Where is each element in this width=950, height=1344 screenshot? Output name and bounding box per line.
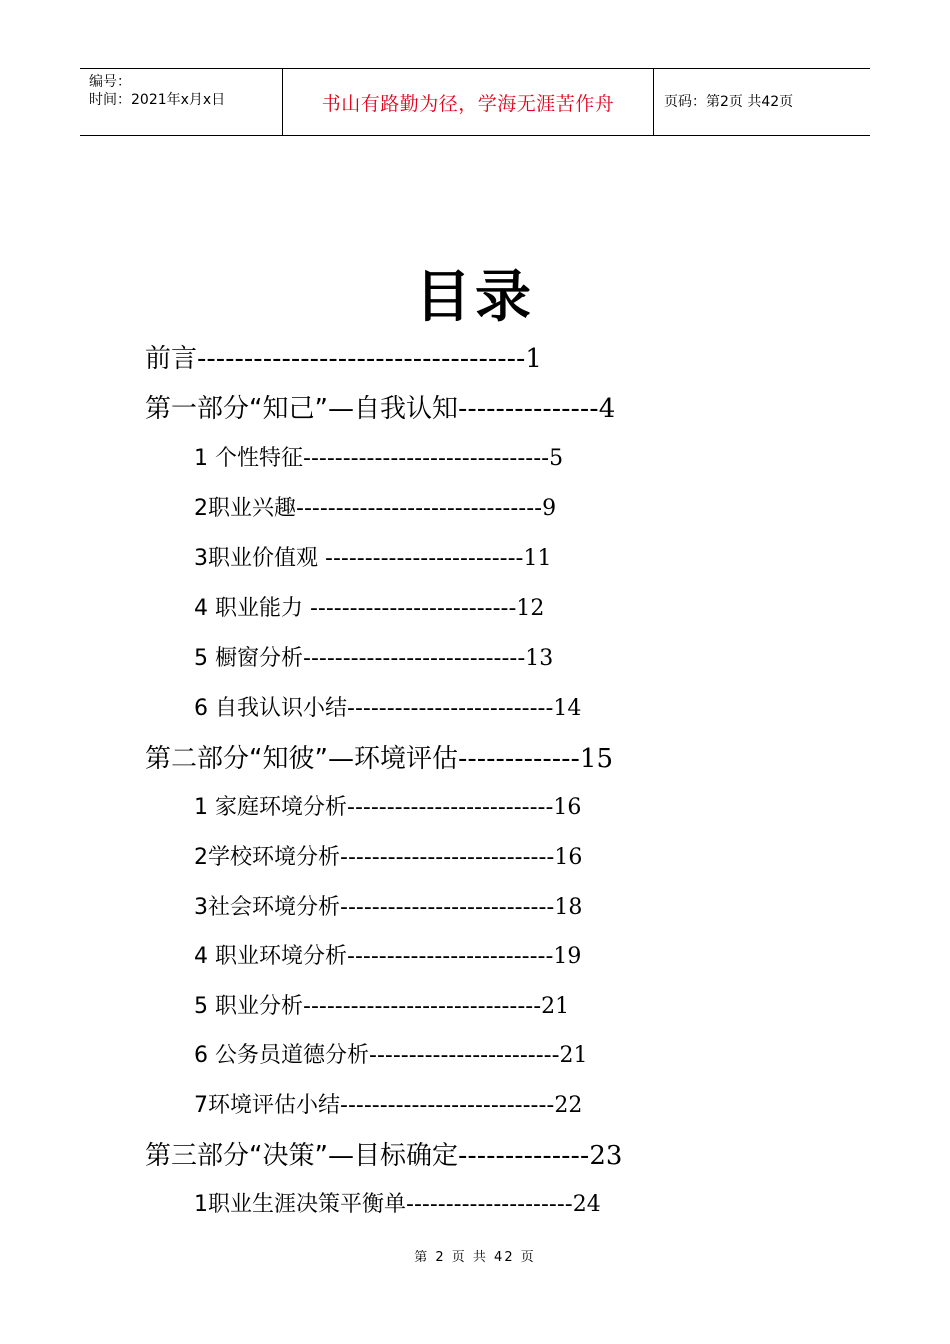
- toc-leader: -------------------------------: [303, 446, 550, 471]
- toc-page-number: 16: [554, 845, 583, 870]
- toc-page-number: 5: [549, 446, 564, 471]
- toc-leader: -----------------------------------: [197, 344, 526, 374]
- toc-entry-label: 2职业兴趣: [194, 496, 296, 521]
- toc-entry-label: 4 职业能力: [194, 596, 310, 621]
- toc-page-number: 18: [554, 895, 583, 920]
- toc-leader: ------------------------: [369, 1043, 560, 1068]
- toc-page-number: 21: [559, 1043, 588, 1068]
- toc-entry-label: 第一部分“知己”—自我认知: [145, 394, 458, 424]
- page-header: [80, 68, 870, 136]
- toc-entry-1-2[interactable]: [194, 494, 556, 524]
- toc-entry-label: 1 个性特征: [194, 446, 303, 471]
- toc-entry-label: 1 家庭环境分析: [194, 795, 347, 820]
- toc-entry-1-6[interactable]: [194, 694, 581, 724]
- toc-entry-label: 6 自我认识小结: [194, 696, 347, 721]
- toc-leader: --------------: [457, 1141, 590, 1171]
- toc-page-number: 22: [554, 1093, 583, 1118]
- toc-entry-label: 1职业生涯决策平衡单: [194, 1192, 406, 1217]
- toc-leader: ---------------------: [406, 1192, 573, 1217]
- toc-leader: -------------: [457, 744, 580, 774]
- toc-leader: -------------------------: [325, 546, 524, 571]
- toc-entry-label: 第二部分“知彼”—环境评估: [145, 744, 458, 774]
- toc-entry-label: 6 公务员道德分析: [194, 1043, 369, 1068]
- toc-entry-label: 7环境评估小结: [194, 1093, 340, 1118]
- header-center-cell: [282, 69, 654, 135]
- toc-entry-1-4[interactable]: [194, 594, 544, 624]
- toc-leader: ---------------: [457, 394, 599, 424]
- toc-page-number: 4: [598, 394, 616, 424]
- toc-entry-label: 3职业价值观: [194, 546, 325, 571]
- toc-page-number: 15: [579, 744, 614, 774]
- toc-entry-2-1[interactable]: [194, 793, 581, 823]
- toc-page-number: 11: [523, 546, 552, 571]
- header-right-cell: [654, 69, 870, 135]
- toc-entry-2-7[interactable]: [194, 1091, 582, 1121]
- header-left-cell: [80, 69, 282, 135]
- toc-leader: ------------------------------: [303, 994, 542, 1019]
- toc-leader: -------------------------------: [296, 496, 543, 521]
- page-title: 目录: [415, 265, 535, 330]
- toc-entry-part-2[interactable]: [145, 744, 613, 774]
- document-time-label: 时间：2021年x月x日: [89, 92, 226, 108]
- toc-page-number: 21: [541, 994, 570, 1019]
- toc-entry-2-3[interactable]: [194, 893, 582, 923]
- toc-leader: ---------------------------: [340, 1093, 555, 1118]
- header-page-info: 页码：第2页 共42页: [664, 94, 794, 110]
- toc-entry-label: 第三部分“决策”—目标确定: [145, 1141, 458, 1171]
- toc-entry-2-6[interactable]: [194, 1041, 588, 1071]
- toc-leader: ---------------------------: [340, 845, 555, 870]
- toc-entry-1-1[interactable]: [194, 444, 563, 474]
- toc-entry-part-3[interactable]: [145, 1141, 622, 1171]
- document-number-label: 编号：: [89, 74, 131, 90]
- toc-page-number: 19: [553, 944, 582, 969]
- toc-entry-preface[interactable]: [145, 344, 542, 374]
- toc-page-number: 13: [525, 646, 554, 671]
- toc-page-number: 24: [572, 1192, 601, 1217]
- toc-entry-2-5[interactable]: [194, 992, 569, 1022]
- toc-entry-label: 2学校环境分析: [194, 845, 340, 870]
- toc-entry-label: 5 橱窗分析: [194, 646, 303, 671]
- toc-entry-label: 5 职业分析: [194, 994, 303, 1019]
- toc-entry-1-5[interactable]: [194, 644, 553, 674]
- toc-page-number: 14: [553, 696, 582, 721]
- toc-entry-3-1[interactable]: [194, 1190, 601, 1220]
- toc-leader: --------------------------: [309, 596, 517, 621]
- toc-page-number: 9: [542, 496, 557, 521]
- page-footer: 第 2 页 共 42 页: [414, 1250, 536, 1265]
- header-motto: 书山有路勤为径，学海无涯苦作舟: [321, 92, 615, 115]
- toc-leader: --------------------------: [347, 795, 554, 820]
- toc-page-number: 12: [516, 596, 545, 621]
- toc-leader: --------------------------: [347, 944, 554, 969]
- toc-entry-label: 4 职业环境分析: [194, 944, 347, 969]
- toc-page-number: 23: [589, 1141, 623, 1171]
- toc-entry-label: 3社会环境分析: [194, 895, 340, 920]
- toc-entry-1-3[interactable]: [194, 544, 551, 574]
- toc-entry-2-2[interactable]: [194, 843, 582, 873]
- toc-leader: --------------------------: [347, 696, 554, 721]
- toc-entry-part-1[interactable]: [145, 394, 615, 424]
- toc-leader: ---------------------------: [340, 895, 555, 920]
- toc-page-number: 16: [553, 795, 582, 820]
- toc-entry-2-4[interactable]: [194, 942, 581, 972]
- toc-entry-label: 前言: [145, 344, 198, 374]
- toc-page-number: 1: [525, 344, 542, 374]
- toc-leader: ----------------------------: [303, 646, 526, 671]
